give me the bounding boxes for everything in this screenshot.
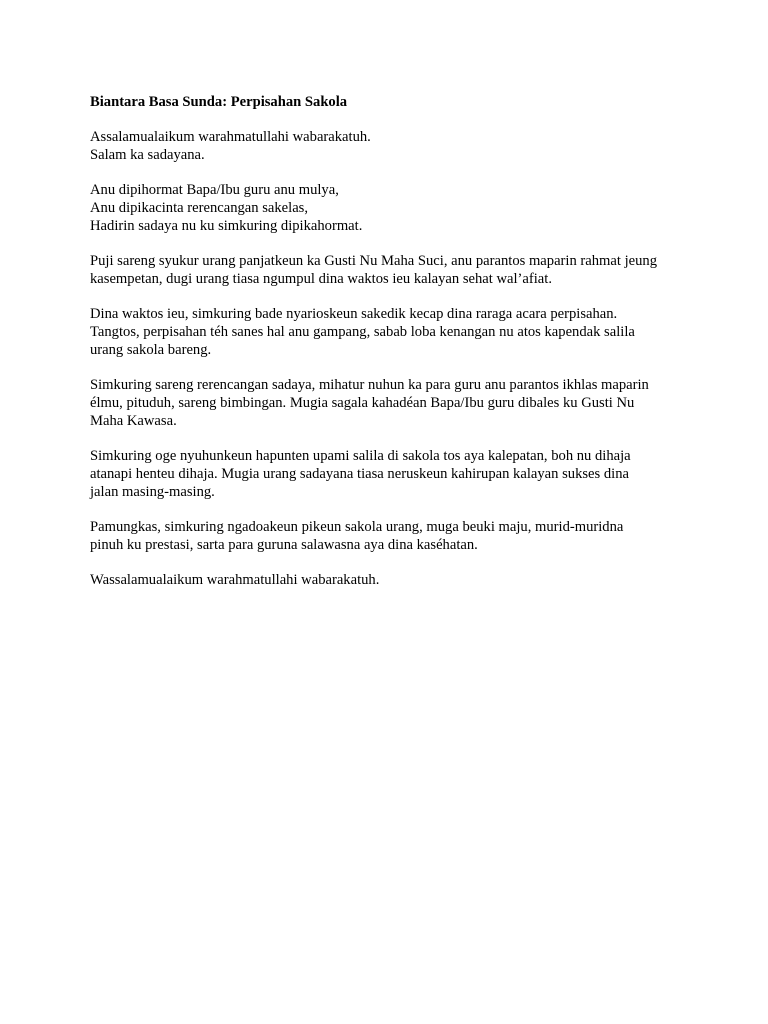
text-line: atanapi henteu dihaja. Mugia urang sadayana tiasa neruskeun kahirupan kalayan sukses dina xyxy=(90,466,629,482)
text-line: Dina waktos ieu, simkuring bade nyarioskeun sakedik kecap dina raraga acara perpisahan. xyxy=(90,306,618,322)
paragraph-greeting xyxy=(90,128,690,164)
paragraph-farewell-intro xyxy=(90,305,690,359)
document-page xyxy=(90,93,690,606)
text-line: jalan masing-masing. xyxy=(90,484,215,500)
text-line: Tangtos, perpisahan téh sanes hal anu gampang, sabab loba kenangan nu atos kapendak salila xyxy=(90,324,635,340)
text-line: kasempetan, dugi urang tiasa ngumpul dina waktos ieu kalayan sehat wal’afiat. xyxy=(90,271,552,287)
text-line: Hadirin sadaya nu ku simkuring dipikahormat. xyxy=(90,218,363,234)
text-line: Simkuring sareng rerencangan sadaya, mihatur nuhun ka para guru anu parantos ikhlas maparin xyxy=(90,377,649,393)
text-line: urang sakola bareng. xyxy=(90,342,212,358)
paragraph-thanks-teachers xyxy=(90,376,690,430)
text-line: Anu dipihormat Bapa/Ibu guru anu mulya, xyxy=(90,182,339,198)
text-line: Salam ka sadayana. xyxy=(90,147,205,163)
document-title: Biantara Basa Sunda: Perpisahan Sakola xyxy=(90,94,348,110)
paragraph-final-greeting xyxy=(90,571,690,589)
text-line: Anu dipikacinta rerencangan sakelas, xyxy=(90,200,309,216)
paragraph-apology xyxy=(90,447,690,501)
text-line: Pamungkas, simkuring ngadoakeun pikeun sakola urang, muga beuki maju, murid-muridna xyxy=(90,519,624,535)
text-line: Puji sareng syukur urang panjatkeun ka Gusti Nu Maha Suci, anu parantos maparin rahmat jeung xyxy=(90,253,657,269)
paragraph-gratitude xyxy=(90,252,690,288)
text-line: Wassalamualaikum warahmatullahi wabarakatuh. xyxy=(90,572,380,588)
text-line: Assalamualaikum warahmatullahi wabarakatuh. xyxy=(90,129,371,145)
text-line: Maha Kawasa. xyxy=(90,413,177,429)
text-line: Simkuring oge nyuhunkeun hapunten upami salila di sakola tos aya kalepatan, boh nu dihaja xyxy=(90,448,631,464)
paragraph-salutation xyxy=(90,181,690,235)
text-line: élmu, pituduh, sareng bimbingan. Mugia sagala kahadéan Bapa/Ibu guru dibales ku Gusti Nu xyxy=(90,395,635,411)
paragraph-closing-prayer xyxy=(90,518,690,554)
text-line: pinuh ku prestasi, sarta para guruna salawasna aya dina kaséhatan. xyxy=(90,537,478,553)
